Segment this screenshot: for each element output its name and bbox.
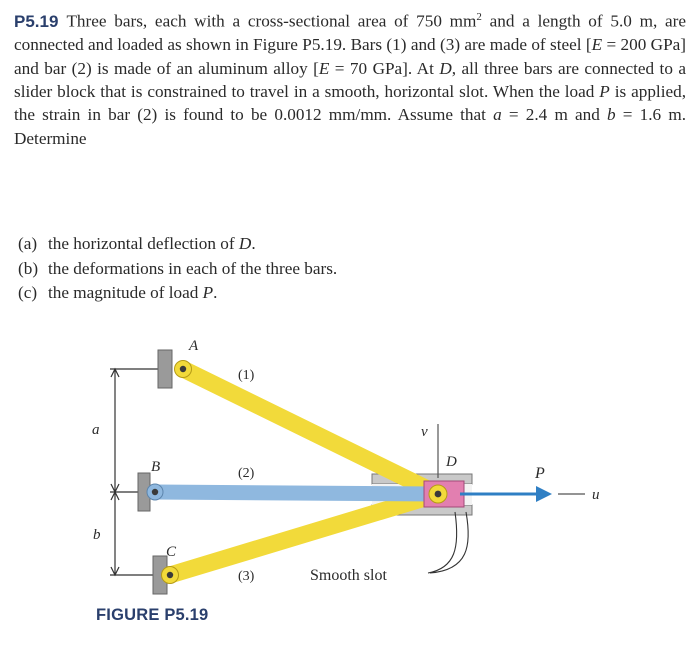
support-A [158,350,172,388]
label-bar-3: (3) [238,569,255,584]
label-bar-2: (2) [238,466,255,481]
label-B: B [151,459,161,475]
label-D: D [446,454,457,470]
bar-2 [155,492,438,494]
label-P: P [535,465,545,482]
slot-leader [428,512,468,573]
label-bar-1: (1) [238,368,255,383]
question-part-b: (b) the deformations in each of the three bars. [18,258,338,278]
label-C: C [166,544,177,560]
question-part-c: (c) the magnitude of load P. [18,283,218,302]
question-part-a: (a) the horizontal deflection of D. [18,234,256,253]
figure-caption: FIGURE P5.19 [96,606,209,624]
bar-1 [183,369,438,494]
problem-statement: P5.19 Three bars, each with a cross-sectional area of 750 $mm^2$ and a length of 5.0 m, are connected and loaded as shown in Figure P5.19. Bars (1) and (3) are made of steel [E = 200 GPa] and bar (2) is made of an aluminum alloy [E = 70 GPa]. At D, all three bars are connected to a slider block that is constrained to travel in a smooth, horizontal slot. When the load P is applied, the strain in bar (2) is found to be 0.0012 mm/mm. Assume that a = 2.4 m and b = 1.6 m. Determine [14,11,687,148]
label-smooth-slot: Smooth slot [310,567,387,584]
question-parts [18,232,658,306]
load-arrow [460,486,552,502]
label-u: u [592,487,600,503]
label-a: a [92,422,100,438]
figure-diagram [0,322,700,645]
label-A: A [189,338,199,354]
label-v: v [421,424,428,440]
problem-number: P5.19 [14,11,59,31]
bar-3 [170,494,438,575]
label-b: b [93,527,101,543]
